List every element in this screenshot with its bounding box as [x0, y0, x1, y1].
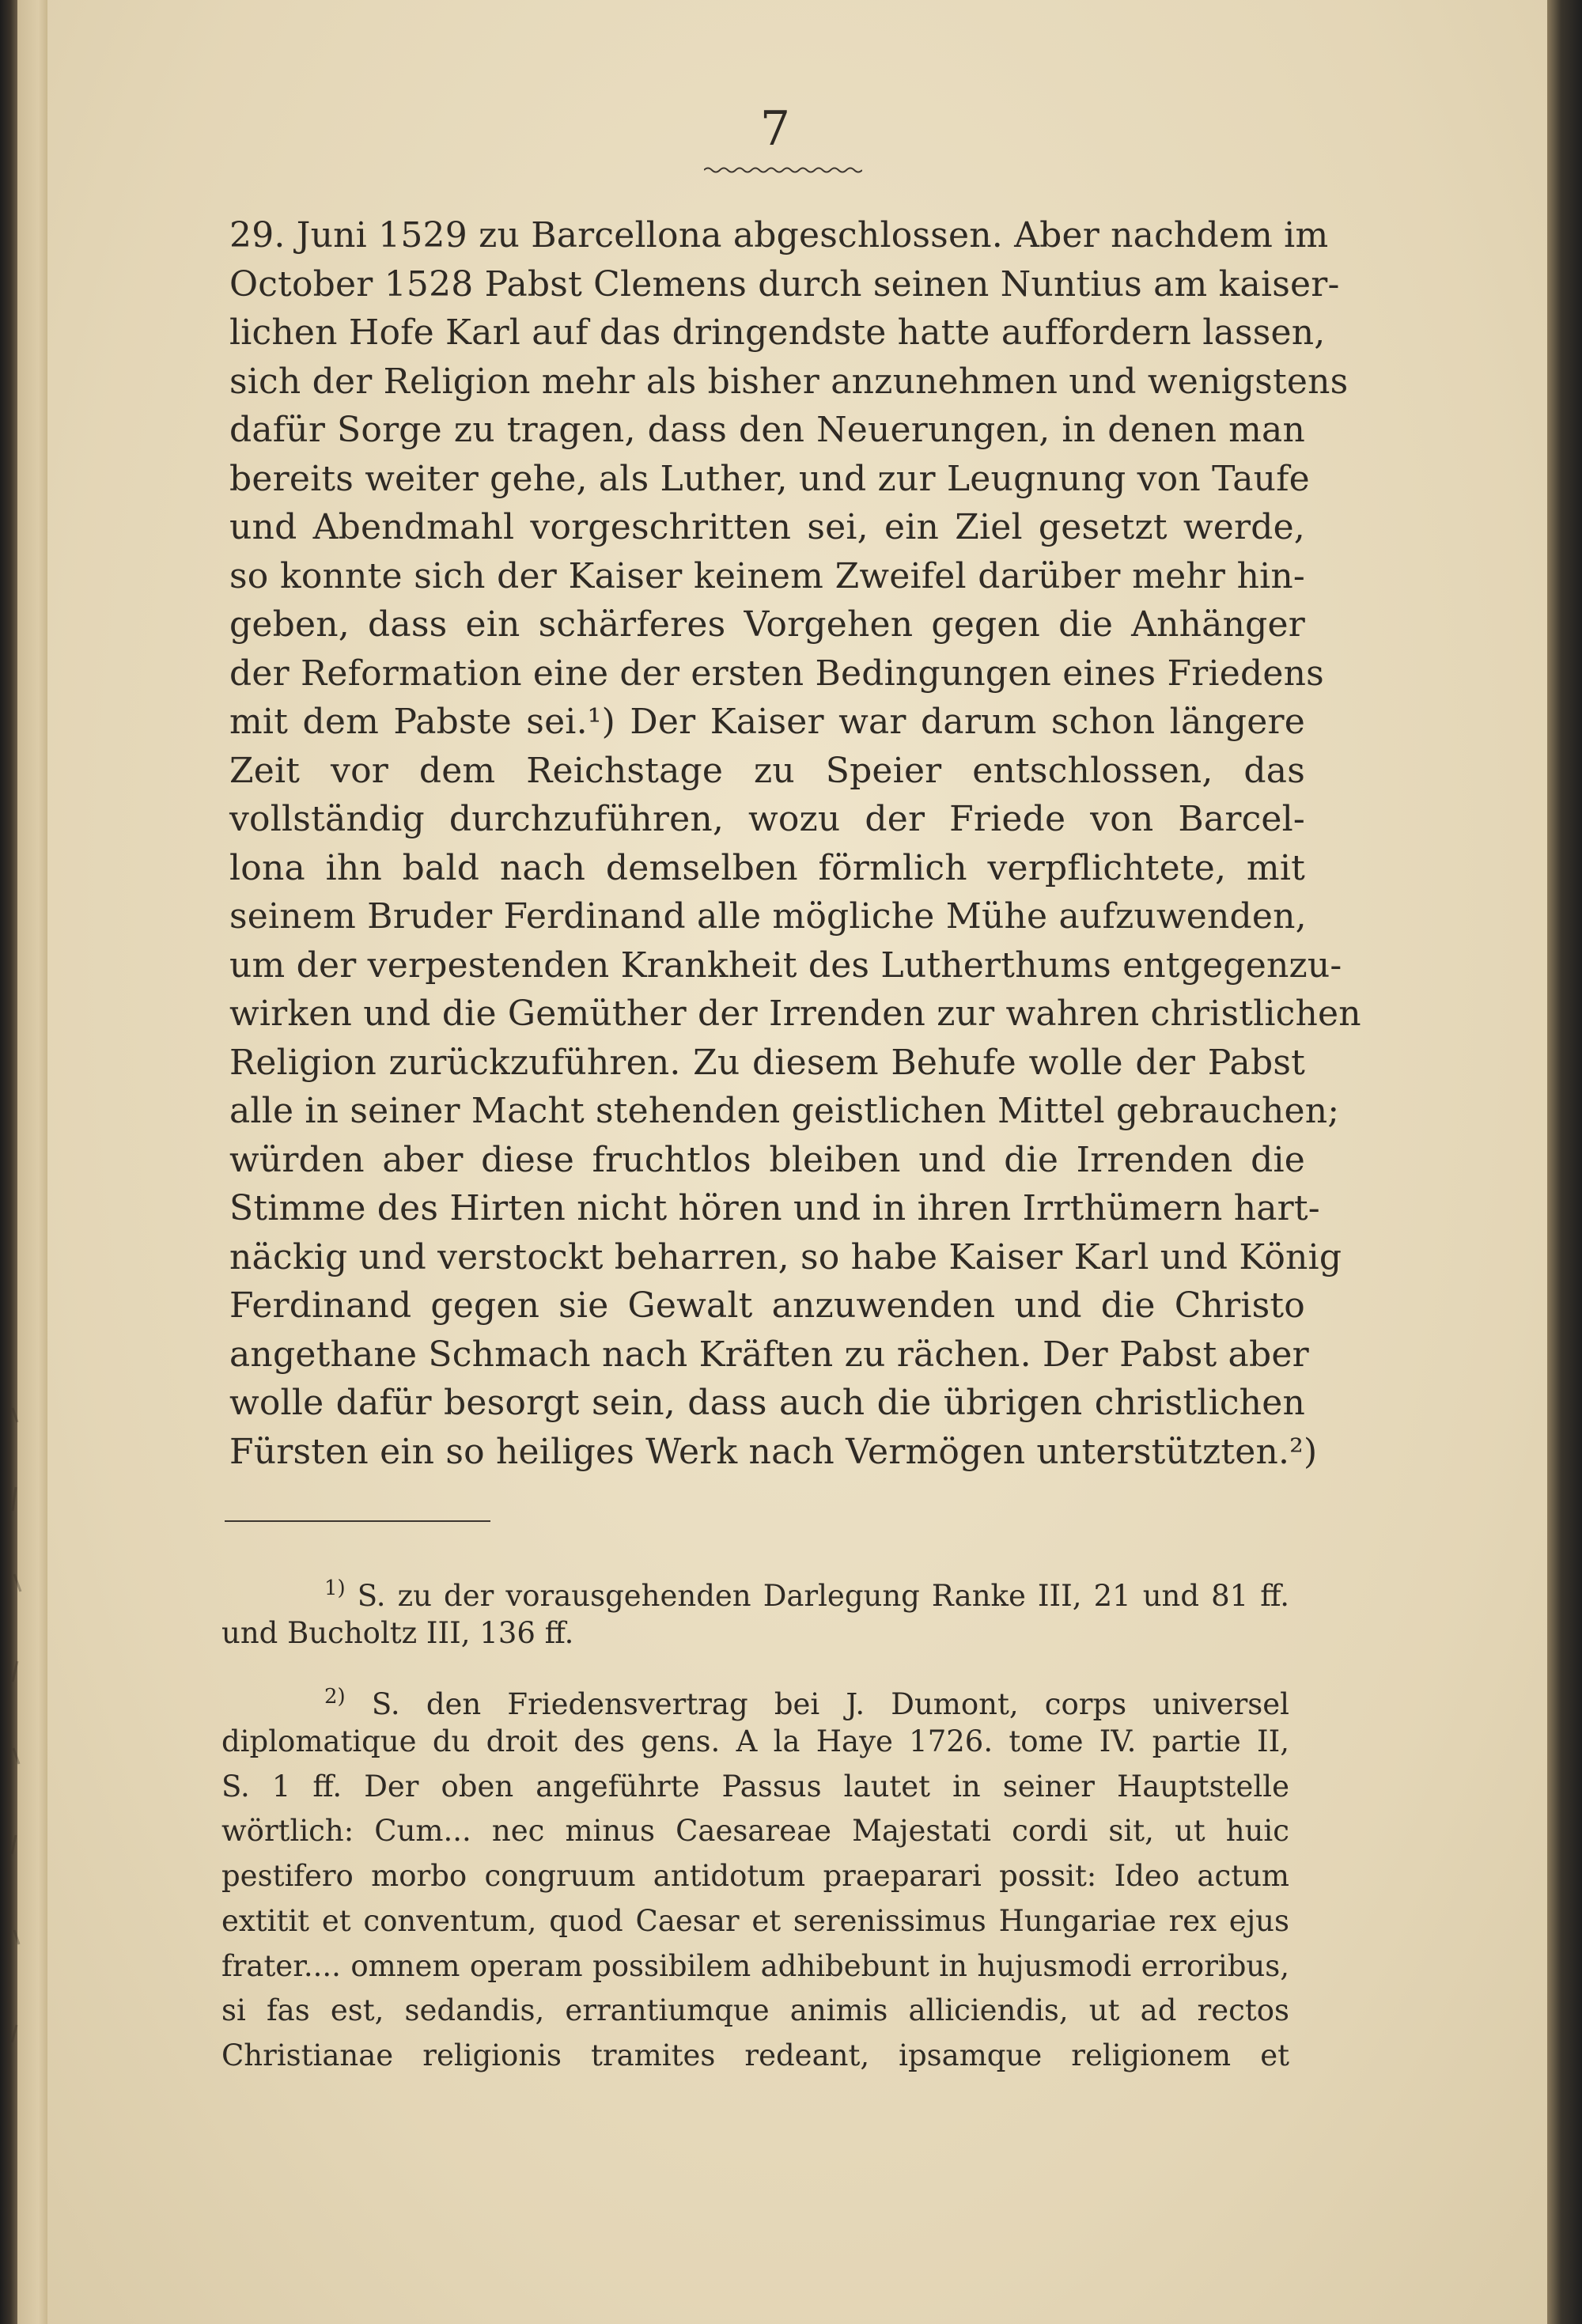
footnote-2-line: extitit et conventum, quod Caesar et serenissimus Hungariae rex ejus — [221, 1903, 1289, 1938]
body-line: angethane Schmach nach Kräften zu rächen. Der Pabst aber — [229, 1334, 1309, 1375]
body-line: mit dem Pabste sei.¹) Der Kaiser war darum schon längere — [229, 702, 1305, 742]
body-line: wolle dafür besorgt sein, dass auch die übrigen christlichen — [229, 1383, 1305, 1423]
body-line: October 1528 Pabst Clemens durch seinen Nuntius am kaiser- — [229, 263, 1340, 305]
body-line: alle in seiner Macht stehenden geistlichen Mittel gebrauchen; — [229, 1091, 1340, 1131]
footnote-2-mark: 2) — [324, 1685, 346, 1709]
footnote-2-text: S. den Friedensvertrag bei J. Dumont, corps universel — [371, 1687, 1289, 1722]
footnote-2-line: pestifero morbo congruum antidotum praeparari possit: Ideo actum — [221, 1859, 1289, 1894]
body-line: Zeit vor dem Reichstage zu Speier entschlossen, das — [229, 750, 1305, 791]
body-line: Ferdinand gegen sie Gewalt anzuwenden und die Christo — [229, 1285, 1305, 1326]
decorative-wavy-rule — [704, 165, 862, 176]
body-line: lichen Hofe Karl auf das dringendste hatte auffordern lassen, — [229, 312, 1326, 353]
body-line: näckig und verstockt beharren, so habe Kaiser Karl und König — [229, 1236, 1342, 1277]
footnote-2-line: si fas est, sedandis, errantiumque animis alliciendis, ut ad rectos — [221, 1993, 1289, 2028]
body-line: lona ihn bald nach demselben förmlich verpflichtete, mit — [229, 847, 1305, 888]
body-line: bereits weiter gehe, als Luther, und zur Leugnung von Taufe — [229, 458, 1310, 499]
body-line: Religion zurückzuführen. Zu diesem Behufe wolle der Pabst — [229, 1042, 1305, 1083]
body-line: Stimme des Hirten nicht hören und in ihren Irrthümern hart- — [229, 1188, 1320, 1228]
footnote-2-line: diplomatique du droit des gens. A la Haye 1726. tome IV. partie II, — [221, 1724, 1289, 1759]
body-line: dafür Sorge zu tragen, dass den Neuerungen, in denen man — [229, 410, 1305, 450]
body-line: würden aber diese fruchtlos bleiben und die Irrenden die — [229, 1139, 1305, 1180]
body-line: so konnte sich der Kaiser keinem Zweifel darüber mehr hin- — [229, 555, 1305, 596]
page-number: 7 — [759, 101, 791, 157]
main-body-text — [229, 211, 1361, 1476]
body-line: seinem Bruder Ferdinand alle mögliche Mühe aufzuwenden, — [229, 896, 1307, 937]
footnote-2-line: wörtlich: Cum... nec minus Caesareae Majestati cordi sit, ut huic — [221, 1814, 1289, 1849]
body-line: vollständig durchzuführen, wozu der Friede von Barcel- — [229, 799, 1305, 839]
body-line: Fürsten ein so heiliges Werk nach Vermögen unterstützten.²) — [229, 1431, 1318, 1472]
footnote-1-text: S. zu der vorausgehenden Darlegung Ranke III, 21 und 81 ff. — [357, 1579, 1290, 1613]
footnote-2-line — [221, 1675, 1289, 1720]
body-line: der Reformation eine der ersten Bedingungen eines Friedens — [229, 653, 1324, 694]
footnote-separator — [225, 1520, 490, 1522]
body-line: sich der Religion mehr als bisher anzunehmen und wenigstens — [229, 361, 1349, 402]
footnote-1-line — [221, 1566, 1289, 1611]
body-line: geben, dass ein schärferes Vorgehen gegen die Anhänger — [229, 604, 1305, 645]
footnote-2-line: Christianae religionis tramites redeant, ipsamque religionem et — [221, 2038, 1289, 2072]
right-page-edge — [1547, 0, 1582, 2324]
show-through-marks — [6, 1392, 30, 2104]
footnote-2-line: frater.... omnem operam possibilem adhibebunt in hujusmodi erroribus, — [221, 1948, 1289, 1983]
footnotes — [221, 1566, 1289, 2079]
footnote-2-line: S. 1 ff. Der oben angeführte Passus lautet in seiner Hauptstelle — [221, 1769, 1289, 1804]
footnote-1-line: und Bucholtz III, 136 ff. — [221, 1615, 574, 1650]
body-line: wirken und die Gemüther der Irrenden zur wahren christlichen — [229, 994, 1361, 1034]
body-line: um der verpestenden Krankheit des Lutherthums entgegenzu- — [229, 944, 1342, 986]
footnote-1-mark: 1) — [324, 1576, 346, 1600]
body-line: und Abendmahl vorgeschritten sei, ein Ziel gesetzt werde, — [229, 507, 1305, 547]
body-line: 29. Juni 1529 zu Barcellona abgeschlossen. Aber nachdem im — [229, 215, 1329, 255]
